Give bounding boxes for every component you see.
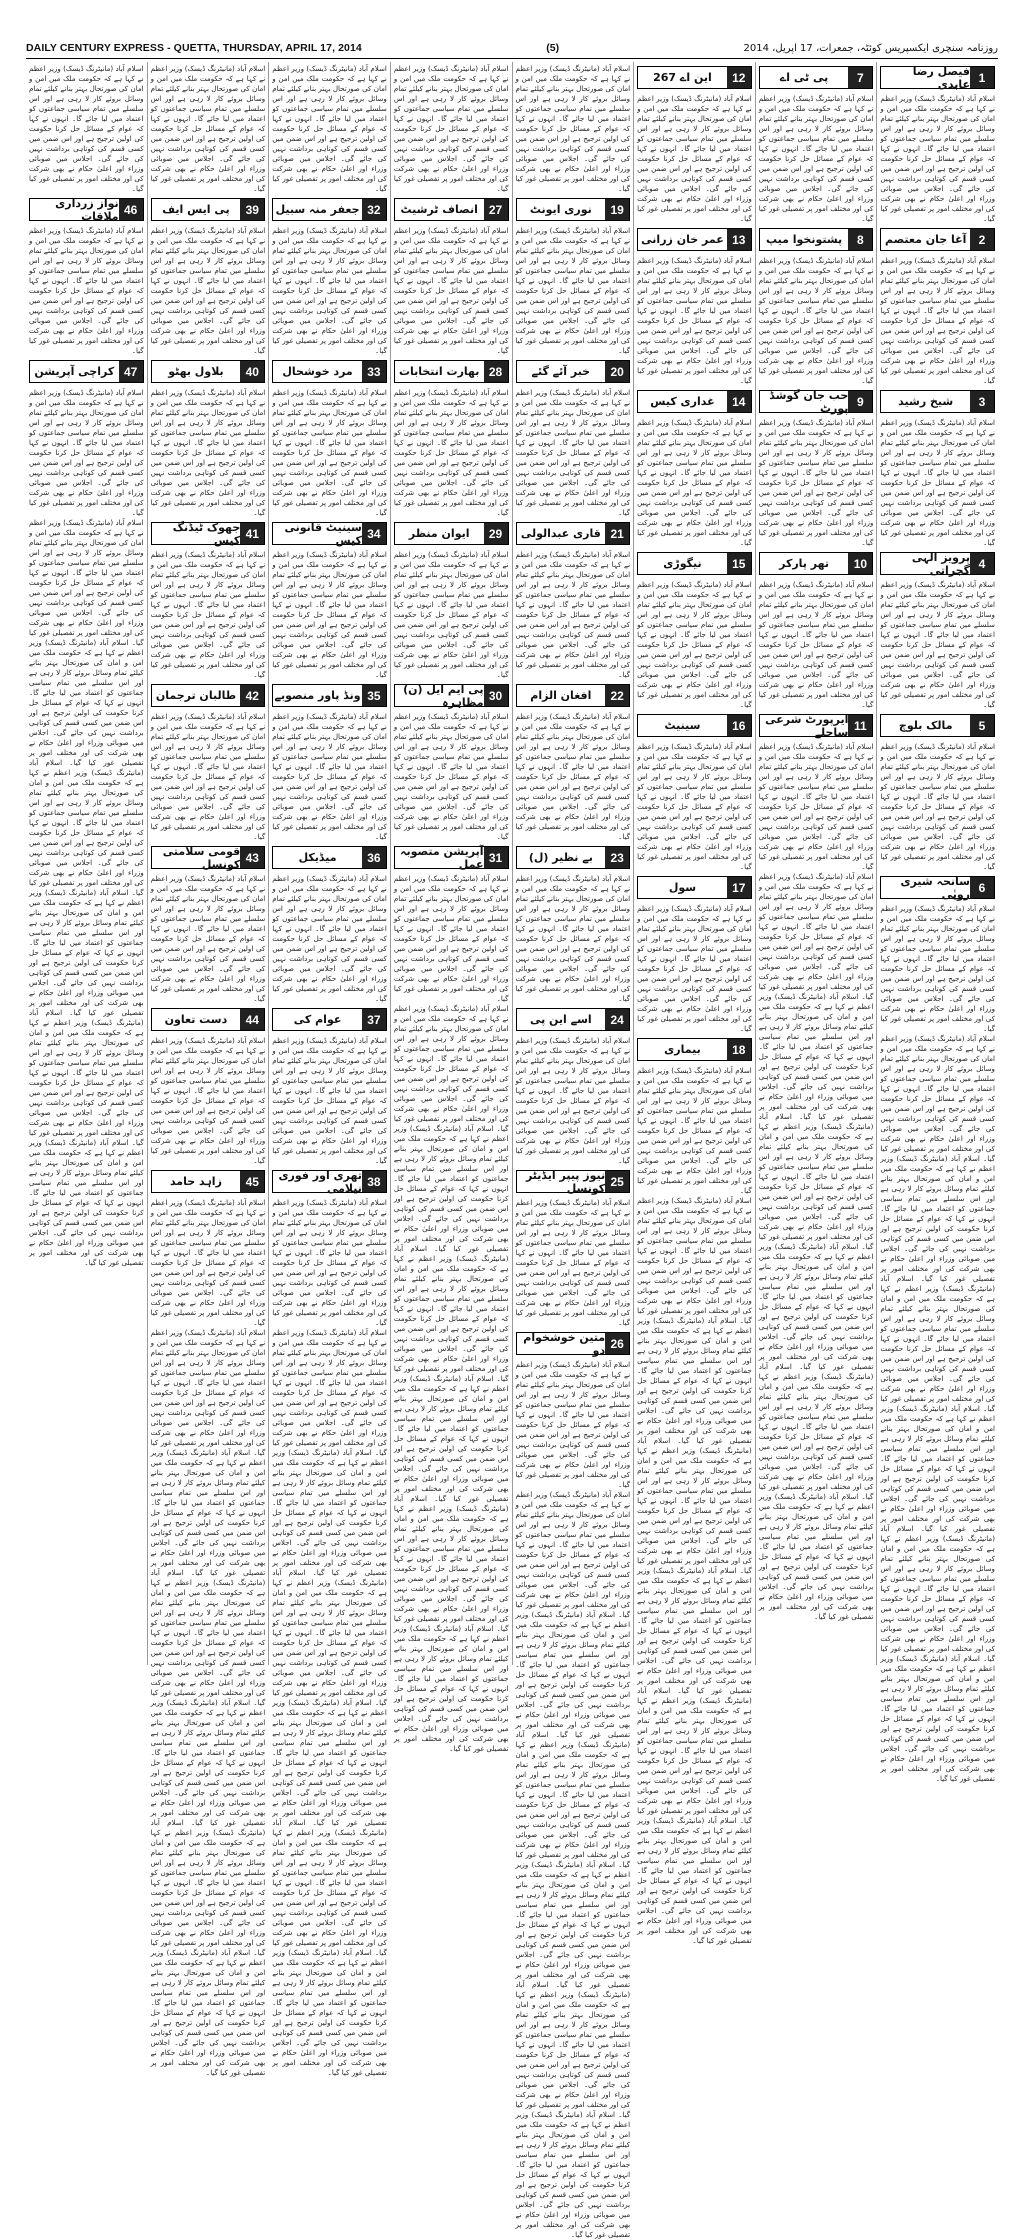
article-title: پرویز الہی گجراتی <box>911 550 970 577</box>
article-body: اسلام آباد (مانیٹرنگ ڈیسک) وزیر اعظم نے کہا ہے کہ حکومت ملک میں امن و امان کی صورتحال بہتر بنانے کیلئے تمام وسائل بروئے کار لا رہی ہے اور اس سلسلے میں تمام سیاسی جماعتوں کو اعتماد میں لیا جائے گا۔ انہوں نے کہا کہ عوام کے مسائل حل کرنا حکومت کی اولین ترجیح ہے اور اس ضمن میں کسی قسم کی کوتاہی برداشت نہیں کی جائے گی۔ اجلاس میں صوبائی وزراء اور اعلیٰ حکام نے بھی شرکت کی اور مختلف امور پر تفصیلی غور کیا گیا۔ <box>758 256 874 385</box>
article-heading <box>151 684 266 707</box>
article-title: پی ایس ایف <box>162 203 230 216</box>
article-number: 22 <box>605 685 629 706</box>
article-number: 8 <box>848 229 872 250</box>
article-title: طالبان ترجمان <box>155 689 237 702</box>
article-title: ایوان منظر <box>408 527 470 540</box>
article-body: اسلام آباد (مانیٹرنگ ڈیسک) وزیر اعظم نے کہا ہے کہ حکومت ملک میں امن و امان کی صورتحال بہتر بنانے کیلئے تمام وسائل بروئے کار لا رہی ہے اور اس سلسلے میں تمام سیاسی جماعتوں کو اعتماد میں لیا جائے گا۔ انہوں نے کہا کہ عوام کے مسائل حل کرنا حکومت کی اولین ترجیح ہے اور اس ضمن میں کسی قسم کی کوتاہی برداشت نہیں کی جائے گی۔ اجلاس میں صوبائی وزراء اور اعلیٰ حکام نے بھی شرکت کی اور مختلف امور پر تفصیلی غور کیا گیا۔ <box>393 712 509 841</box>
article-title: جھوک ٹیڈنگ کیس <box>172 520 241 547</box>
article-heading <box>880 552 995 575</box>
article-number: 2 <box>970 229 994 250</box>
article-body: اسلام آباد (مانیٹرنگ ڈیسک) وزیر اعظم نے کہا ہے کہ حکومت ملک میں امن و امان کی صورتحال بہتر بنانے کیلئے تمام وسائل بروئے کار لا رہی ہے اور اس سلسلے میں تمام سیاسی جماعتوں کو اعتماد میں لیا جائے گا۔ انہوں نے کہا کہ عوام کے مسائل حل کرنا حکومت کی اولین ترجیح ہے اور اس ضمن میں کسی قسم کی کوتاہی برداشت نہیں کی جائے گی۔ اجلاس میں صوبائی وزراء اور اعلیٰ حکام نے بھی شرکت کی اور مختلف امور پر تفصیلی غور کیا گیا۔ <box>393 874 509 1003</box>
article-number: 10 <box>848 553 872 574</box>
article-heading <box>29 198 144 221</box>
article-heading <box>151 1170 266 1193</box>
masthead-english: DAILY CENTURY EXPRESS - QUETTA, THURSDAY, APRIL 17, 2014 <box>26 42 362 54</box>
article-number: 40 <box>240 361 264 382</box>
article-body: اسلام آباد (مانیٹرنگ ڈیسک) وزیر اعظم نے کہا ہے کہ حکومت ملک میں امن و امان کی صورتحال بہتر بنانے کیلئے تمام وسائل بروئے کار لا رہی ہے اور اس سلسلے میں تمام سیاسی جماعتوں کو اعتماد میں لیا جائے گا۔ انہوں نے کہا کہ عوام کے مسائل حل کرنا حکومت کی اولین ترجیح ہے اور اس ضمن میں کسی قسم کی کوتاہی برداشت نہیں کی جائے گی۔ اجلاس میں صوبائی وزراء اور اعلیٰ حکام نے بھی شرکت کی اور مختلف امور پر تفصیلی غور کیا گیا۔ <box>880 418 995 547</box>
article-heading <box>29 360 144 383</box>
article-number: 42 <box>240 685 264 706</box>
article-title: آغا جان معتصم <box>884 233 967 246</box>
article-body: اسلام آباد (مانیٹرنگ ڈیسک) وزیر اعظم نے کہا ہے کہ حکومت ملک میں امن و امان کی صورتحال بہتر بنانے کیلئے تمام وسائل بروئے کار لا رہی ہے اور اس سلسلے میں تمام سیاسی جماعتوں کو اعتماد میں لیا جائے گا۔ انہوں نے کہا کہ عوام کے مسائل حل کرنا حکومت کی اولین ترجیح ہے اور اس ضمن میں کسی قسم کی کوتاہی برداشت نہیں کی جائے گی۔ اجلاس میں صوبائی وزراء اور اعلیٰ حکام نے بھی شرکت کی اور مختلف امور پر تفصیلی غور کیا گیا۔ <box>758 742 874 871</box>
article-body: اسلام آباد (مانیٹرنگ ڈیسک) وزیر اعظم نے کہا ہے کہ حکومت ملک میں امن و امان کی صورتحال بہتر بنانے کیلئے تمام وسائل بروئے کار لا رہی ہے اور اس سلسلے میں تمام سیاسی جماعتوں کو اعتماد میں لیا جائے گا۔ انہوں نے کہا کہ عوام کے مسائل حل کرنا حکومت کی اولین ترجیح ہے اور اس ضمن میں کسی قسم کی کوتاہی برداشت نہیں کی جائے گی۔ اجلاس میں صوبائی وزراء اور اعلیٰ حکام نے بھی شرکت کی اور مختلف امور پر تفصیلی غور کیا گیا۔ <box>758 94 874 223</box>
column-continuation-text: اسلام آباد (مانیٹرنگ ڈیسک) وزیر اعظم نے کہا ہے کہ حکومت ملک میں امن و امان کی صورتحال بہتر بنانے کیلئے تمام وسائل بروئے کار لا رہی ہے اور اس سلسلے میں تمام سیاسی جماعتوں کو اعتماد میں لیا جائے گا۔ انہوں نے کہا کہ عوام کے مسائل حل کرنا حکومت کی اولین ترجیح ہے اور اس ضمن میں کسی قسم کی کوتاہی برداشت نہیں کی جائے گی۔ اجلاس میں صوبائی وزراء اور اعلیٰ حکام نے بھی شرکت کی اور مختلف امور پر تفصیلی غور کیا گیا۔ <box>150 64 266 193</box>
article-body: اسلام آباد (مانیٹرنگ ڈیسک) وزیر اعظم نے کہا ہے کہ حکومت ملک میں امن و امان کی صورتحال بہتر بنانے کیلئے تمام وسائل بروئے کار لا رہی ہے اور اس سلسلے میں تمام سیاسی جماعتوں کو اعتماد میں لیا جائے گا۔ انہوں نے کہا کہ عوام کے مسائل حل کرنا حکومت کی اولین ترجیح ہے اور اس ضمن میں کسی قسم کی کوتاہی برداشت نہیں کی جائے گی۔ اجلاس میں صوبائی وزراء اور اعلیٰ حکام نے بھی شرکت کی اور مختلف امور پر تفصیلی غور کیا گیا۔ <box>272 226 387 355</box>
article-heading <box>880 714 995 737</box>
article-body: اسلام آباد (مانیٹرنگ ڈیسک) وزیر اعظم نے کہا ہے کہ حکومت ملک میں امن و امان کی صورتحال بہتر بنانے کیلئے تمام وسائل بروئے کار لا رہی ہے اور اس سلسلے میں تمام سیاسی جماعتوں کو اعتماد میں لیا جائے گا۔ انہوں نے کہا کہ عوام کے مسائل حل کرنا حکومت کی اولین ترجیح ہے اور اس ضمن میں کسی قسم کی کوتاہی برداشت نہیں کی جائے گی۔ اجلاس میں صوبائی وزراء اور اعلیٰ حکام نے بھی شرکت کی اور مختلف امور پر تفصیلی غور کیا گیا۔ <box>393 550 509 679</box>
article-body: اسلام آباد (مانیٹرنگ ڈیسک) وزیر اعظم نے کہا ہے کہ حکومت ملک میں امن و امان کی صورتحال بہتر بنانے کیلئے تمام وسائل بروئے کار لا رہی ہے اور اس سلسلے میں تمام سیاسی جماعتوں کو اعتماد میں لیا جائے گا۔ انہوں نے کہا کہ عوام کے مسائل حل کرنا حکومت کی اولین ترجیح ہے اور اس ضمن میں کسی قسم کی کوتاہی برداشت نہیں کی جائے گی۔ اجلاس میں صوبائی وزراء اور اعلیٰ حکام نے بھی شرکت کی اور مختلف امور پر تفصیلی غور کیا گیا۔ <box>758 580 874 709</box>
article-title: تھری اور فوری نیلامی <box>278 1168 362 1195</box>
article-title: پی ایم ایل (ن) مظاہرہ <box>403 682 484 709</box>
article-number: 21 <box>605 523 629 544</box>
article-number: 32 <box>362 199 386 220</box>
article-body: اسلام آباد (مانیٹرنگ ڈیسک) وزیر اعظم نے کہا ہے کہ حکومت ملک میں امن و امان کی صورتحال بہتر بنانے کیلئے تمام وسائل بروئے کار لا رہی ہے اور اس سلسلے میں تمام سیاسی جماعتوں کو اعتماد میں لیا جائے گا۔ انہوں نے کہا کہ عوام کے مسائل حل کرنا حکومت کی اولین ترجیح ہے اور اس ضمن میں کسی قسم کی کوتاہی برداشت نہیں کی جائے گی۔ اجلاس میں صوبائی وزراء اور اعلیٰ حکام نے بھی شرکت کی اور مختلف امور پر تفصیلی غور کیا گیا۔ <box>515 550 631 679</box>
article-heading <box>759 228 874 251</box>
article-heading <box>151 360 266 383</box>
article-heading <box>880 390 995 413</box>
article-body: اسلام آباد (مانیٹرنگ ڈیسک) وزیر اعظم نے کہا ہے کہ حکومت ملک میں امن و امان کی صورتحال بہتر بنانے کیلئے تمام وسائل بروئے کار لا رہی ہے اور اس سلسلے میں تمام سیاسی جماعتوں کو اعتماد میں لیا جائے گا۔ انہوں نے کہا کہ عوام کے مسائل حل کرنا حکومت کی اولین ترجیح ہے اور اس ضمن میں کسی قسم کی کوتاہی برداشت نہیں کی جائے گی۔ اجلاس میں صوبائی وزراء اور اعلیٰ حکام نے بھی شرکت کی اور مختلف امور پر تفصیلی غور کیا گیا۔ <box>150 226 266 355</box>
column-continuation-text: اسلام آباد (مانیٹرنگ ڈیسک) وزیر اعظم نے کہا ہے کہ حکومت ملک میں امن و امان کی صورتحال بہتر بنانے کیلئے تمام وسائل بروئے کار لا رہی ہے اور اس سلسلے میں تمام سیاسی جماعتوں کو اعتماد میں لیا جائے گا۔ انہوں نے کہا کہ عوام کے مسائل حل کرنا حکومت کی اولین ترجیح ہے اور اس ضمن میں کسی قسم کی کوتاہی برداشت نہیں کی جائے گی۔ اجلاس میں صوبائی وزراء اور اعلیٰ حکام نے بھی شرکت کی اور مختلف امور پر تفصیلی غور کیا گیا۔ <box>29 64 144 193</box>
article-number: 43 <box>240 847 264 868</box>
article-title: فیصل رضا عابدی <box>912 64 970 91</box>
article-body: اسلام آباد (مانیٹرنگ ڈیسک) وزیر اعظم نے کہا ہے کہ حکومت ملک میں امن و امان کی صورتحال بہتر بنانے کیلئے تمام وسائل بروئے کار لا رہی ہے اور اس سلسلے میں تمام سیاسی جماعتوں کو اعتماد میں لیا جائے گا۔ انہوں نے کہا کہ عوام کے مسائل حل کرنا حکومت کی اولین ترجیح ہے اور اس ضمن میں کسی قسم کی کوتاہی برداشت نہیں کی جائے گی۔ اجلاس میں صوبائی وزراء اور اعلیٰ حکام نے بھی شرکت کی اور مختلف امور پر تفصیلی غور کیا گیا۔ <box>880 256 995 385</box>
article-title: ایرپورٹ شرعی ساحلے <box>765 712 849 739</box>
article-number: 46 <box>119 199 143 220</box>
article-heading <box>759 714 874 737</box>
article-body: اسلام آباد (مانیٹرنگ ڈیسک) وزیر اعظم نے کہا ہے کہ حکومت ملک میں امن و امان کی صورتحال بہتر بنانے کیلئے تمام وسائل بروئے کار لا رہی ہے اور اس سلسلے میں تمام سیاسی جماعتوں کو اعتماد میں لیا جائے گا۔ انہوں نے کہا کہ عوام کے مسائل حل کرنا حکومت کی اولین ترجیح ہے اور اس ضمن میں کسی قسم کی کوتاہی برداشت نہیں کی جائے گی۔ اجلاس میں صوبائی وزراء اور اعلیٰ حکام نے بھی شرکت کی اور مختلف امور پر تفصیلی غور کیا گیا۔ <box>515 226 631 355</box>
article-heading <box>516 1170 631 1193</box>
masthead <box>26 38 998 59</box>
article-number: 4 <box>970 553 994 574</box>
article-body: اسلام آباد (مانیٹرنگ ڈیسک) وزیر اعظم نے کہا ہے کہ حکومت ملک میں امن و امان کی صورتحال بہتر بنانے کیلئے تمام وسائل بروئے کار لا رہی ہے اور اس سلسلے میں تمام سیاسی جماعتوں کو اعتماد میں لیا جائے گا۔ انہوں نے کہا کہ عوام کے مسائل حل کرنا حکومت کی اولین ترجیح ہے اور اس ضمن میں کسی قسم کی کوتاہی برداشت نہیں کی جائے گی۔ اجلاس میں صوبائی وزراء اور اعلیٰ حکام نے بھی شرکت کی اور مختلف امور پر تفصیلی غور کیا گیا۔ اسلام آباد (مانیٹرنگ ڈیسک) وزیر اعظم نے کہا ہے کہ حکومت ملک میں امن و امان کی صورتحال بہتر بنانے کیلئے تمام وسائل بروئے کار لا رہی ہے اور اس سلسلے میں تمام سیاسی جماعتوں کو اعتماد میں لیا جائے گا۔ انہوں نے کہا کہ عوام کے مسائل حل کرنا حکومت کی اولین ترجیح ہے اور اس ضمن میں کسی قسم کی کوتاہی برداشت نہیں کی جائے گی۔ اجلاس میں صوبائی وزراء اور اعلیٰ حکام نے بھی شرکت کی اور مختلف امور پر تفصیلی غور کیا گیا۔ اسلام آباد (مانیٹرنگ ڈیسک) وزیر اعظم نے کہا ہے کہ حکومت ملک میں امن و امان کی صورتحال بہتر بنانے کیلئے تمام وسائل بروئے کار لا رہی ہے اور اس سلسلے میں تمام سیاسی جماعتوں کو اعتماد میں لیا جائے گا۔ انہوں نے کہا کہ عوام کے مسائل حل کرنا حکومت کی اولین ترجیح ہے اور اس ضمن میں کسی قسم کی کوتاہی برداشت نہیں کی جائے گی۔ اجلاس میں صوبائی وزراء اور اعلیٰ حکام نے بھی شرکت کی اور مختلف امور پر تفصیلی غور کیا گیا۔ اسلام آباد (مانیٹرنگ ڈیسک) وزیر اعظم نے کہا ہے کہ حکومت ملک میں امن و امان کی صورتحال بہتر بنانے کیلئے تمام وسائل بروئے کار لا رہی ہے اور اس سلسلے میں تمام سیاسی جماعتوں کو اعتماد میں لیا جائے گا۔ انہوں نے کہا کہ عوام کے مسائل حل کرنا حکومت کی اولین ترجیح ہے اور اس ضمن میں کسی قسم کی کوتاہی برداشت نہیں کی جائے گی۔ اجلاس میں صوبائی وزراء اور اعلیٰ حکام نے بھی شرکت کی اور مختلف امور پر تفصیلی غور کیا گیا۔ اسلام آباد (مانیٹرنگ ڈیسک) وزیر اعظم نے کہا ہے کہ حکومت ملک میں امن و امان کی صورتحال بہتر بنانے کیلئے تمام وسائل بروئے کار لا رہی ہے اور اس سلسلے میں تمام سیاسی جماعتوں کو اعتماد میں لیا جائے گا۔ انہوں نے کہا کہ عوام کے مسائل حل کرنا حکومت کی اولین ترجیح ہے اور اس ضمن میں کسی قسم کی کوتاہی برداشت نہیں کی جائے گی۔ اجلاس میں صوبائی وزراء اور اعلیٰ حکام نے بھی شرکت کی اور مختلف امور پر تفصیلی غور کیا گیا۔ اسلام آباد (مانیٹرنگ ڈیسک) وزیر اعظم نے کہا ہے کہ حکومت ملک میں امن و امان کی صورتحال بہتر بنانے کیلئے تمام وسائل بروئے کار لا رہی ہے اور اس سلسلے میں تمام سیاسی جماعتوں کو اعتماد میں لیا جائے گا۔ انہوں نے کہا کہ عوام کے مسائل حل کرنا حکومت کی اولین ترجیح ہے اور اس ضمن میں کسی قسم کی کوتاہی برداشت نہیں کی جائے گی۔ اجلاس میں صوبائی وزراء اور اعلیٰ حکام نے بھی شرکت کی اور مختلف امور پر تفصیلی غور کیا گیا۔ <box>637 1196 752 1945</box>
article-number: 29 <box>484 523 508 544</box>
article-body: اسلام آباد (مانیٹرنگ ڈیسک) وزیر اعظم نے کہا ہے کہ حکومت ملک میں امن و امان کی صورتحال بہتر بنانے کیلئے تمام وسائل بروئے کار لا رہی ہے اور اس سلسلے میں تمام سیاسی جماعتوں کو اعتماد میں لیا جائے گا۔ انہوں نے کہا کہ عوام کے مسائل حل کرنا حکومت کی اولین ترجیح ہے اور اس ضمن میں کسی قسم کی کوتاہی برداشت نہیں کی جائے گی۔ اجلاس میں صوبائی وزراء اور اعلیٰ حکام نے بھی شرکت کی اور مختلف امور پر تفصیلی غور کیا گیا۔ <box>637 580 752 709</box>
article-number: 19 <box>605 199 629 220</box>
column-continuation-text: اسلام آباد (مانیٹرنگ ڈیسک) وزیر اعظم نے کہا ہے کہ حکومت ملک میں امن و امان کی صورتحال بہتر بنانے کیلئے تمام وسائل بروئے کار لا رہی ہے اور اس سلسلے میں تمام سیاسی جماعتوں کو اعتماد میں لیا جائے گا۔ انہوں نے کہا کہ عوام کے مسائل حل کرنا حکومت کی اولین ترجیح ہے اور اس ضمن میں کسی قسم کی کوتاہی برداشت نہیں کی جائے گی۔ اجلاس میں صوبائی وزراء اور اعلیٰ حکام نے بھی شرکت کی اور مختلف امور پر تفصیلی غور کیا گیا۔ <box>272 64 387 193</box>
article-title: تھر پارکر <box>779 557 830 570</box>
article-number: 33 <box>362 361 386 382</box>
article-title: عوام کی <box>293 1013 342 1026</box>
article-heading <box>151 846 266 869</box>
article-heading <box>272 846 387 869</box>
article-body: اسلام آباد (مانیٹرنگ ڈیسک) وزیر اعظم نے کہا ہے کہ حکومت ملک میں امن و امان کی صورتحال بہتر بنانے کیلئے تمام وسائل بروئے کار لا رہی ہے اور اس سلسلے میں تمام سیاسی جماعتوں کو اعتماد میں لیا جائے گا۔ انہوں نے کہا کہ عوام کے مسائل حل کرنا حکومت کی اولین ترجیح ہے اور اس ضمن میں کسی قسم کی کوتاہی برداشت نہیں کی جائے گی۔ اجلاس میں صوبائی وزراء اور اعلیٰ حکام نے بھی شرکت کی اور مختلف امور پر تفصیلی غور کیا گیا۔ <box>272 1036 387 1165</box>
article-number: 6 <box>970 877 994 898</box>
article-heading <box>394 684 509 707</box>
article-body: اسلام آباد (مانیٹرنگ ڈیسک) وزیر اعظم نے کہا ہے کہ حکومت ملک میں امن و امان کی صورتحال بہتر بنانے کیلئے تمام وسائل بروئے کار لا رہی ہے اور اس سلسلے میں تمام سیاسی جماعتوں کو اعتماد میں لیا جائے گا۔ انہوں نے کہا کہ عوام کے مسائل حل کرنا حکومت کی اولین ترجیح ہے اور اس ضمن میں کسی قسم کی کوتاہی برداشت نہیں کی جائے گی۔ اجلاس میں صوبائی وزراء اور اعلیٰ حکام نے بھی شرکت کی اور مختلف امور پر تفصیلی غور کیا گیا۔ <box>150 388 266 517</box>
article-body: اسلام آباد (مانیٹرنگ ڈیسک) وزیر اعظم نے کہا ہے کہ حکومت ملک میں امن و امان کی صورتحال بہتر بنانے کیلئے تمام وسائل بروئے کار لا رہی ہے اور اس سلسلے میں تمام سیاسی جماعتوں کو اعتماد میں لیا جائے گا۔ انہوں نے کہا کہ عوام کے مسائل حل کرنا حکومت کی اولین ترجیح ہے اور اس ضمن میں کسی قسم کی کوتاہی برداشت نہیں کی جائے گی۔ اجلاس میں صوبائی وزراء اور اعلیٰ حکام نے بھی شرکت کی اور مختلف امور پر تفصیلی غور کیا گیا۔ اسلام آباد (مانیٹرنگ ڈیسک) وزیر اعظم نے کہا ہے کہ حکومت ملک میں امن و امان کی صورتحال بہتر بنانے کیلئے تمام وسائل بروئے کار لا رہی ہے اور اس سلسلے میں تمام سیاسی جماعتوں کو اعتماد میں لیا جائے گا۔ انہوں نے کہا کہ عوام کے مسائل حل کرنا حکومت کی اولین ترجیح ہے اور اس ضمن میں کسی قسم کی کوتاہی برداشت نہیں کی جائے گی۔ اجلاس میں صوبائی وزراء اور اعلیٰ حکام نے بھی شرکت کی اور مختلف امور پر تفصیلی غور کیا گیا۔ اسلام آباد (مانیٹرنگ ڈیسک) وزیر اعظم نے کہا ہے کہ حکومت ملک میں امن و امان کی صورتحال بہتر بنانے کیلئے تمام وسائل بروئے کار لا رہی ہے اور اس سلسلے میں تمام سیاسی جماعتوں کو اعتماد میں لیا جائے گا۔ انہوں نے کہا کہ عوام کے مسائل حل کرنا حکومت کی اولین ترجیح ہے اور اس ضمن میں کسی قسم کی کوتاہی برداشت نہیں کی جائے گی۔ اجلاس میں صوبائی وزراء اور اعلیٰ حکام نے بھی شرکت کی اور مختلف امور پر تفصیلی غور کیا گیا۔ اسلام آباد (مانیٹرنگ ڈیسک) وزیر اعظم نے کہا ہے کہ حکومت ملک میں امن و امان کی صورتحال بہتر بنانے کیلئے تمام وسائل بروئے کار لا رہی ہے اور اس سلسلے میں تمام سیاسی جماعتوں کو اعتماد میں لیا جائے گا۔ انہوں نے کہا کہ عوام کے مسائل حل کرنا حکومت کی اولین ترجیح ہے اور اس ضمن میں کسی قسم کی کوتاہی برداشت نہیں کی جائے گی۔ اجلاس میں صوبائی وزراء اور اعلیٰ حکام نے بھی شرکت کی اور مختلف امور پر تفصیلی غور کیا گیا۔ اسلام آباد (مانیٹرنگ ڈیسک) وزیر اعظم نے کہا ہے کہ حکومت ملک میں امن و امان کی صورتحال بہتر بنانے کیلئے تمام وسائل بروئے کار لا رہی ہے اور اس سلسلے میں تمام سیاسی جماعتوں کو اعتماد میں لیا جائے گا۔ انہوں نے کہا کہ عوام کے مسائل حل کرنا حکومت کی اولین ترجیح ہے اور اس ضمن میں کسی قسم کی کوتاہی برداشت نہیں کی جائے گی۔ اجلاس میں صوبائی وزراء اور اعلیٰ حکام نے بھی شرکت کی اور مختلف امور پر تفصیلی غور کیا گیا۔ اسلام آباد (مانیٹرنگ ڈیسک) وزیر اعظم نے کہا ہے کہ حکومت ملک میں امن و امان کی صورتحال بہتر بنانے کیلئے تمام وسائل بروئے کار لا رہی ہے اور اس سلسلے میں تمام سیاسی جماعتوں کو اعتماد میں لیا جائے گا۔ انہوں نے کہا کہ عوام کے مسائل حل کرنا حکومت کی اولین ترجیح ہے اور اس ضمن میں کسی قسم کی کوتاہی برداشت نہیں کی جائے گی۔ اجلاس میں صوبائی وزراء اور اعلیٰ حکام نے بھی شرکت کی اور مختلف امور پر تفصیلی غور کیا گیا۔ <box>393 1004 509 1753</box>
article-title: افغان الزام <box>530 689 592 702</box>
article-heading <box>151 198 266 221</box>
article-heading <box>516 684 631 707</box>
article-body: اسلام آباد (مانیٹرنگ ڈیسک) وزیر اعظم نے کہا ہے کہ حکومت ملک میں امن و امان کی صورتحال بہتر بنانے کیلئے تمام وسائل بروئے کار لا رہی ہے اور اس سلسلے میں تمام سیاسی جماعتوں کو اعتماد میں لیا جائے گا۔ انہوں نے کہا کہ عوام کے مسائل حل کرنا حکومت کی اولین ترجیح ہے اور اس ضمن میں کسی قسم کی کوتاہی برداشت نہیں کی جائے گی۔ اجلاس میں صوبائی وزراء اور اعلیٰ حکام نے بھی شرکت کی اور مختلف امور پر تفصیلی غور کیا گیا۔ <box>150 1198 266 1327</box>
masthead-urdu: روزنامہ سنچری ایکسپریس کوئٹہ، جمعرات، 17 اپریل، 2014 <box>743 42 998 54</box>
column-continuation-text: اسلام آباد (مانیٹرنگ ڈیسک) وزیر اعظم نے کہا ہے کہ حکومت ملک میں امن و امان کی صورتحال بہتر بنانے کیلئے تمام وسائل بروئے کار لا رہی ہے اور اس سلسلے میں تمام سیاسی جماعتوں کو اعتماد میں لیا جائے گا۔ انہوں نے کہا کہ عوام کے مسائل حل کرنا حکومت کی اولین ترجیح ہے اور اس ضمن میں کسی قسم کی کوتاہی برداشت نہیں کی جائے گی۔ اجلاس میں صوبائی وزراء اور اعلیٰ حکام نے بھی شرکت کی اور مختلف امور پر تفصیلی غور کیا گیا۔ <box>393 64 509 193</box>
article-title: پشتونخوا میپ <box>765 233 843 246</box>
article-heading <box>637 66 752 89</box>
article-title: بیماری <box>664 1043 701 1056</box>
article-heading <box>272 1008 387 1031</box>
article-columns <box>26 62 998 2239</box>
article-body: اسلام آباد (مانیٹرنگ ڈیسک) وزیر اعظم نے کہا ہے کہ حکومت ملک میں امن و امان کی صورتحال بہتر بنانے کیلئے تمام وسائل بروئے کار لا رہی ہے اور اس سلسلے میں تمام سیاسی جماعتوں کو اعتماد میں لیا جائے گا۔ انہوں نے کہا کہ عوام کے مسائل حل کرنا حکومت کی اولین ترجیح ہے اور اس ضمن میں کسی قسم کی کوتاہی برداشت نہیں کی جائے گی۔ اجلاس میں صوبائی وزراء اور اعلیٰ حکام نے بھی شرکت کی اور مختلف امور پر تفصیلی غور کیا گیا۔ <box>637 418 752 547</box>
article-heading <box>272 360 387 383</box>
article-heading <box>394 522 509 545</box>
article-title: کراچی آپریشن <box>34 365 115 378</box>
article-body: اسلام آباد (مانیٹرنگ ڈیسک) وزیر اعظم نے کہا ہے کہ حکومت ملک میں امن و امان کی صورتحال بہتر بنانے کیلئے تمام وسائل بروئے کار لا رہی ہے اور اس سلسلے میں تمام سیاسی جماعتوں کو اعتماد میں لیا جائے گا۔ انہوں نے کہا کہ عوام کے مسائل حل کرنا حکومت کی اولین ترجیح ہے اور اس ضمن میں کسی قسم کی کوتاہی برداشت نہیں کی جائے گی۔ اجلاس میں صوبائی وزراء اور اعلیٰ حکام نے بھی شرکت کی اور مختلف امور پر تفصیلی غور کیا گیا۔ <box>880 94 995 223</box>
article-heading <box>637 876 752 899</box>
page-number: (5) <box>546 42 560 54</box>
article-heading <box>272 522 387 545</box>
article-number: 38 <box>362 1171 386 1192</box>
article-number: 47 <box>119 361 143 382</box>
column-8 <box>26 62 147 1665</box>
article-heading <box>880 876 995 899</box>
article-title: سینیٹ <box>664 719 701 732</box>
article-body: اسلام آباد (مانیٹرنگ ڈیسک) وزیر اعظم نے کہا ہے کہ حکومت ملک میں امن و امان کی صورتحال بہتر بنانے کیلئے تمام وسائل بروئے کار لا رہی ہے اور اس سلسلے میں تمام سیاسی جماعتوں کو اعتماد میں لیا جائے گا۔ انہوں نے کہا کہ عوام کے مسائل حل کرنا حکومت کی اولین ترجیح ہے اور اس ضمن میں کسی قسم کی کوتاہی برداشت نہیں کی جائے گی۔ اجلاس میں صوبائی وزراء اور اعلیٰ حکام نے بھی شرکت کی اور مختلف امور پر تفصیلی غور کیا گیا۔ اسلام آباد (مانیٹرنگ ڈیسک) وزیر اعظم نے کہا ہے کہ حکومت ملک میں امن و امان کی صورتحال بہتر بنانے کیلئے تمام وسائل بروئے کار لا رہی ہے اور اس سلسلے میں تمام سیاسی جماعتوں کو اعتماد میں لیا جائے گا۔ انہوں نے کہا کہ عوام کے مسائل حل کرنا حکومت کی اولین ترجیح ہے اور اس ضمن میں کسی قسم کی کوتاہی برداشت نہیں کی جائے گی۔ اجلاس میں صوبائی وزراء اور اعلیٰ حکام نے بھی شرکت کی اور مختلف امور پر تفصیلی غور کیا گیا۔ اسلام آباد (مانیٹرنگ ڈیسک) وزیر اعظم نے کہا ہے کہ حکومت ملک میں امن و امان کی صورتحال بہتر بنانے کیلئے تمام وسائل بروئے کار لا رہی ہے اور اس سلسلے میں تمام سیاسی جماعتوں کو اعتماد میں لیا جائے گا۔ انہوں نے کہا کہ عوام کے مسائل حل کرنا حکومت کی اولین ترجیح ہے اور اس ضمن میں کسی قسم کی کوتاہی برداشت نہیں کی جائے گی۔ اجلاس میں صوبائی وزراء اور اعلیٰ حکام نے بھی شرکت کی اور مختلف امور پر تفصیلی غور کیا گیا۔ اسلام آباد (مانیٹرنگ ڈیسک) وزیر اعظم نے کہا ہے کہ حکومت ملک میں امن و امان کی صورتحال بہتر بنانے کیلئے تمام وسائل بروئے کار لا رہی ہے اور اس سلسلے میں تمام سیاسی جماعتوں کو اعتماد میں لیا جائے گا۔ انہوں نے کہا کہ عوام کے مسائل حل کرنا حکومت کی اولین ترجیح ہے اور اس ضمن میں کسی قسم کی کوتاہی برداشت نہیں کی جائے گی۔ اجلاس میں صوبائی وزراء اور اعلیٰ حکام نے بھی شرکت کی اور مختلف امور پر تفصیلی غور کیا گیا۔ اسلام آباد (مانیٹرنگ ڈیسک) وزیر اعظم نے کہا ہے کہ حکومت ملک میں امن و امان کی صورتحال بہتر بنانے کیلئے تمام وسائل بروئے کار لا رہی ہے اور اس سلسلے میں تمام سیاسی جماعتوں کو اعتماد میں لیا جائے گا۔ انہوں نے کہا کہ عوام کے مسائل حل کرنا حکومت کی اولین ترجیح ہے اور اس ضمن میں کسی قسم کی کوتاہی برداشت نہیں کی جائے گی۔ اجلاس میں صوبائی وزراء اور اعلیٰ حکام نے بھی شرکت کی اور مختلف امور پر تفصیلی غور کیا گیا۔ اسلام آباد (مانیٹرنگ ڈیسک) وزیر اعظم نے کہا ہے کہ حکومت ملک میں امن و امان کی صورتحال بہتر بنانے کیلئے تمام وسائل بروئے کار لا رہی ہے اور اس سلسلے میں تمام سیاسی جماعتوں کو اعتماد میں لیا جائے گا۔ انہوں نے کہا کہ عوام کے مسائل حل کرنا حکومت کی اولین ترجیح ہے اور اس ضمن میں کسی قسم کی کوتاہی برداشت نہیں کی جائے گی۔ اجلاس میں صوبائی وزراء اور اعلیٰ حکام نے بھی شرکت کی اور مختلف امور پر تفصیلی غور کیا گیا۔ <box>272 1328 387 2077</box>
article-title: پی ٹی اے <box>779 71 829 84</box>
article-heading <box>759 390 874 413</box>
article-title: قاری عبدالولی <box>520 527 601 540</box>
article-title: نوری ایونٹ <box>529 203 592 216</box>
article-title: حب جان گوشڈ پورٹ <box>769 388 849 415</box>
article-heading <box>272 684 387 707</box>
article-body: اسلام آباد (مانیٹرنگ ڈیسک) وزیر اعظم نے کہا ہے کہ حکومت ملک میں امن و امان کی صورتحال بہتر بنانے کیلئے تمام وسائل بروئے کار لا رہی ہے اور اس سلسلے میں تمام سیاسی جماعتوں کو اعتماد میں لیا جائے گا۔ انہوں نے کہا کہ عوام کے مسائل حل کرنا حکومت کی اولین ترجیح ہے اور اس ضمن میں کسی قسم کی کوتاہی برداشت نہیں کی جائے گی۔ اجلاس میں صوبائی وزراء اور اعلیٰ حکام نے بھی شرکت کی اور مختلف امور پر تفصیلی غور کیا گیا۔ اسلام آباد (مانیٹرنگ ڈیسک) وزیر اعظم نے کہا ہے کہ حکومت ملک میں امن و امان کی صورتحال بہتر بنانے کیلئے تمام وسائل بروئے کار لا رہی ہے اور اس سلسلے میں تمام سیاسی جماعتوں کو اعتماد میں لیا جائے گا۔ انہوں نے کہا کہ عوام کے مسائل حل کرنا حکومت کی اولین ترجیح ہے اور اس ضمن میں کسی قسم کی کوتاہی برداشت نہیں کی جائے گی۔ اجلاس میں صوبائی وزراء اور اعلیٰ حکام نے بھی شرکت کی اور مختلف امور پر تفصیلی غور کیا گیا۔ اسلام آباد (مانیٹرنگ ڈیسک) وزیر اعظم نے کہا ہے کہ حکومت ملک میں امن و امان کی صورتحال بہتر بنانے کیلئے تمام وسائل بروئے کار لا رہی ہے اور اس سلسلے میں تمام سیاسی جماعتوں کو اعتماد میں لیا جائے گا۔ انہوں نے کہا کہ عوام کے مسائل حل کرنا حکومت کی اولین ترجیح ہے اور اس ضمن میں کسی قسم کی کوتاہی برداشت نہیں کی جائے گی۔ اجلاس میں صوبائی وزراء اور اعلیٰ حکام نے بھی شرکت کی اور مختلف امور پر تفصیلی غور کیا گیا۔ اسلام آباد (مانیٹرنگ ڈیسک) وزیر اعظم نے کہا ہے کہ حکومت ملک میں امن و امان کی صورتحال بہتر بنانے کیلئے تمام وسائل بروئے کار لا رہی ہے اور اس سلسلے میں تمام سیاسی جماعتوں کو اعتماد میں لیا جائے گا۔ انہوں نے کہا کہ عوام کے مسائل حل کرنا حکومت کی اولین ترجیح ہے اور اس ضمن میں کسی قسم کی کوتاہی برداشت نہیں کی جائے گی۔ اجلاس میں صوبائی وزراء اور اعلیٰ حکام نے بھی شرکت کی اور مختلف امور پر تفصیلی غور کیا گیا۔ اسلام آباد (مانیٹرنگ ڈیسک) وزیر اعظم نے کہا ہے کہ حکومت ملک میں امن و امان کی صورتحال بہتر بنانے کیلئے تمام وسائل بروئے کار لا رہی ہے اور اس سلسلے میں تمام سیاسی جماعتوں کو اعتماد میں لیا جائے گا۔ انہوں نے کہا کہ عوام کے مسائل حل کرنا حکومت کی اولین ترجیح ہے اور اس ضمن میں کسی قسم کی کوتاہی برداشت نہیں کی جائے گی۔ اجلاس میں صوبائی وزراء اور اعلیٰ حکام نے بھی شرکت کی اور مختلف امور پر تفصیلی غور کیا گیا۔ اسلام آباد (مانیٹرنگ ڈیسک) وزیر اعظم نے کہا ہے کہ حکومت ملک میں امن و امان کی صورتحال بہتر بنانے کیلئے تمام وسائل بروئے کار لا رہی ہے اور اس سلسلے میں تمام سیاسی جماعتوں کو اعتماد میں لیا جائے گا۔ انہوں نے کہا کہ عوام کے مسائل حل کرنا حکومت کی اولین ترجیح ہے اور اس ضمن میں کسی قسم کی کوتاہی برداشت نہیں کی جائے گی۔ اجلاس میں صوبائی وزراء اور اعلیٰ حکام نے بھی شرکت کی اور مختلف امور پر تفصیلی غور کیا گیا۔ <box>880 1034 995 1783</box>
article-title: شیخ رشید <box>898 395 954 408</box>
article-number: 20 <box>605 361 629 382</box>
article-title: مالک بلوچ <box>898 719 953 732</box>
article-number: 41 <box>240 523 264 544</box>
article-body: اسلام آباد (مانیٹرنگ ڈیسک) وزیر اعظم نے کہا ہے کہ حکومت ملک میں امن و امان کی صورتحال بہتر بنانے کیلئے تمام وسائل بروئے کار لا رہی ہے اور اس سلسلے میں تمام سیاسی جماعتوں کو اعتماد میں لیا جائے گا۔ انہوں نے کہا کہ عوام کے مسائل حل کرنا حکومت کی اولین ترجیح ہے اور اس ضمن میں کسی قسم کی کوتاہی برداشت نہیں کی جائے گی۔ اجلاس میں صوبائی وزراء اور اعلیٰ حکام نے بھی شرکت کی اور مختلف امور پر تفصیلی غور کیا گیا۔ <box>515 874 631 1003</box>
article-title: آپریشن متصوبہ عمل <box>400 844 484 871</box>
article-title: عمر خان زرانی <box>641 233 724 246</box>
article-title: غداری کیس <box>650 395 715 408</box>
article-heading <box>637 552 752 575</box>
article-title: متین خوشخوام دو <box>523 1330 606 1357</box>
article-heading <box>516 1008 631 1031</box>
article-body: اسلام آباد (مانیٹرنگ ڈیسک) وزیر اعظم نے کہا ہے کہ حکومت ملک میں امن و امان کی صورتحال بہتر بنانے کیلئے تمام وسائل بروئے کار لا رہی ہے اور اس سلسلے میں تمام سیاسی جماعتوں کو اعتماد میں لیا جائے گا۔ انہوں نے کہا کہ عوام کے مسائل حل کرنا حکومت کی اولین ترجیح ہے اور اس ضمن میں کسی قسم کی کوتاہی برداشت نہیں کی جائے گی۔ اجلاس میں صوبائی وزراء اور اعلیٰ حکام نے بھی شرکت کی اور مختلف امور پر تفصیلی غور کیا گیا۔ <box>150 874 266 1003</box>
article-heading <box>272 198 387 221</box>
article-body: اسلام آباد (مانیٹرنگ ڈیسک) وزیر اعظم نے کہا ہے کہ حکومت ملک میں امن و امان کی صورتحال بہتر بنانے کیلئے تمام وسائل بروئے کار لا رہی ہے اور اس سلسلے میں تمام سیاسی جماعتوں کو اعتماد میں لیا جائے گا۔ انہوں نے کہا کہ عوام کے مسائل حل کرنا حکومت کی اولین ترجیح ہے اور اس ضمن میں کسی قسم کی کوتاہی برداشت نہیں کی جائے گی۔ اجلاس میں صوبائی وزراء اور اعلیٰ حکام نے بھی شرکت کی اور مختلف امور پر تفصیلی غور کیا گیا۔ <box>150 712 266 841</box>
article-title: نیوز پیپر ایڈیٹر کونسل <box>525 1168 606 1195</box>
article-body: اسلام آباد (مانیٹرنگ ڈیسک) وزیر اعظم نے کہا ہے کہ حکومت ملک میں امن و امان کی صورتحال بہتر بنانے کیلئے تمام وسائل بروئے کار لا رہی ہے اور اس سلسلے میں تمام سیاسی جماعتوں کو اعتماد میں لیا جائے گا۔ انہوں نے کہا کہ عوام کے مسائل حل کرنا حکومت کی اولین ترجیح ہے اور اس ضمن میں کسی قسم کی کوتاہی برداشت نہیں کی جائے گی۔ اجلاس میں صوبائی وزراء اور اعلیٰ حکام نے بھی شرکت کی اور مختلف امور پر تفصیلی غور کیا گیا۔ <box>880 904 995 1033</box>
article-body: اسلام آباد (مانیٹرنگ ڈیسک) وزیر اعظم نے کہا ہے کہ حکومت ملک میں امن و امان کی صورتحال بہتر بنانے کیلئے تمام وسائل بروئے کار لا رہی ہے اور اس سلسلے میں تمام سیاسی جماعتوں کو اعتماد میں لیا جائے گا۔ انہوں نے کہا کہ عوام کے مسائل حل کرنا حکومت کی اولین ترجیح ہے اور اس ضمن میں کسی قسم کی کوتاہی برداشت نہیں کی جائے گی۔ اجلاس میں صوبائی وزراء اور اعلیٰ حکام نے بھی شرکت کی اور مختلف امور پر تفصیلی غور کیا گیا۔ اسلام آباد (مانیٹرنگ ڈیسک) وزیر اعظم نے کہا ہے کہ حکومت ملک میں امن و امان کی صورتحال بہتر بنانے کیلئے تمام وسائل بروئے کار لا رہی ہے اور اس سلسلے میں تمام سیاسی جماعتوں کو اعتماد میں لیا جائے گا۔ انہوں نے کہا کہ عوام کے مسائل حل کرنا حکومت کی اولین ترجیح ہے اور اس ضمن میں کسی قسم کی کوتاہی برداشت نہیں کی جائے گی۔ اجلاس میں صوبائی وزراء اور اعلیٰ حکام نے بھی شرکت کی اور مختلف امور پر تفصیلی غور کیا گیا۔ اسلام آباد (مانیٹرنگ ڈیسک) وزیر اعظم نے کہا ہے کہ حکومت ملک میں امن و امان کی صورتحال بہتر بنانے کیلئے تمام وسائل بروئے کار لا رہی ہے اور اس سلسلے میں تمام سیاسی جماعتوں کو اعتماد میں لیا جائے گا۔ انہوں نے کہا کہ عوام کے مسائل حل کرنا حکومت کی اولین ترجیح ہے اور اس ضمن میں کسی قسم کی کوتاہی برداشت نہیں کی جائے گی۔ اجلاس میں صوبائی وزراء اور اعلیٰ حکام نے بھی شرکت کی اور مختلف امور پر تفصیلی غور کیا گیا۔ اسلام آباد (مانیٹرنگ ڈیسک) وزیر اعظم نے کہا ہے کہ حکومت ملک میں امن و امان کی صورتحال بہتر بنانے کیلئے تمام وسائل بروئے کار لا رہی ہے اور اس سلسلے میں تمام سیاسی جماعتوں کو اعتماد میں لیا جائے گا۔ انہوں نے کہا کہ عوام کے مسائل حل کرنا حکومت کی اولین ترجیح ہے اور اس ضمن میں کسی قسم کی کوتاہی برداشت نہیں کی جائے گی۔ اجلاس میں صوبائی وزراء اور اعلیٰ حکام نے بھی شرکت کی اور مختلف امور پر تفصیلی غور کیا گیا۔ اسلام آباد (مانیٹرنگ ڈیسک) وزیر اعظم نے کہا ہے کہ حکومت ملک میں امن و امان کی صورتحال بہتر بنانے کیلئے تمام وسائل بروئے کار لا رہی ہے اور اس سلسلے میں تمام سیاسی جماعتوں کو اعتماد میں لیا جائے گا۔ انہوں نے کہا کہ عوام کے مسائل حل کرنا حکومت کی اولین ترجیح ہے اور اس ضمن میں کسی قسم کی کوتاہی برداشت نہیں کی جائے گی۔ اجلاس میں صوبائی وزراء اور اعلیٰ حکام نے بھی شرکت کی اور مختلف امور پر تفصیلی غور کیا گیا۔ اسلام آباد (مانیٹرنگ ڈیسک) وزیر اعظم نے کہا ہے کہ حکومت ملک میں امن و امان کی صورتحال بہتر بنانے کیلئے تمام وسائل بروئے کار لا رہی ہے اور اس سلسلے میں تمام سیاسی جماعتوں کو اعتماد میں لیا جائے گا۔ انہوں نے کہا کہ عوام کے مسائل حل کرنا حکومت کی اولین ترجیح ہے اور اس ضمن میں کسی قسم کی کوتاہی برداشت نہیں کی جائے گی۔ اجلاس میں صوبائی وزراء اور اعلیٰ حکام نے بھی شرکت کی اور مختلف امور پر تفصیلی غور کیا گیا۔ <box>758 872 874 1621</box>
article-number: 39 <box>240 199 264 220</box>
article-number: 7 <box>848 67 872 88</box>
article-number: 31 <box>484 847 508 868</box>
article-title: این اے 267 <box>653 71 712 84</box>
article-heading <box>637 390 752 413</box>
article-title: میڈیکل <box>298 851 337 864</box>
article-number: 25 <box>605 1171 629 1192</box>
article-number: 23 <box>605 847 629 868</box>
article-body: اسلام آباد (مانیٹرنگ ڈیسک) وزیر اعظم نے کہا ہے کہ حکومت ملک میں امن و امان کی صورتحال بہتر بنانے کیلئے تمام وسائل بروئے کار لا رہی ہے اور اس سلسلے میں تمام سیاسی جماعتوں کو اعتماد میں لیا جائے گا۔ انہوں نے کہا کہ عوام کے مسائل حل کرنا حکومت کی اولین ترجیح ہے اور اس ضمن میں کسی قسم کی کوتاہی برداشت نہیں کی جائے گی۔ اجلاس میں صوبائی وزراء اور اعلیٰ حکام نے بھی شرکت کی اور مختلف امور پر تفصیلی غور کیا گیا۔ <box>515 388 631 517</box>
article-number: 15 <box>727 553 751 574</box>
article-heading <box>516 360 631 383</box>
article-title: نیگوڑی <box>663 557 702 570</box>
article-title: قومی سلامتی کونسل <box>162 844 241 871</box>
article-body: اسلام آباد (مانیٹرنگ ڈیسک) وزیر اعظم نے کہا ہے کہ حکومت ملک میں امن و امان کی صورتحال بہتر بنانے کیلئے تمام وسائل بروئے کار لا رہی ہے اور اس سلسلے میں تمام سیاسی جماعتوں کو اعتماد میں لیا جائے گا۔ انہوں نے کہا کہ عوام کے مسائل حل کرنا حکومت کی اولین ترجیح ہے اور اس ضمن میں کسی قسم کی کوتاہی برداشت نہیں کی جائے گی۔ اجلاس میں صوبائی وزراء اور اعلیٰ حکام نے بھی شرکت کی اور مختلف امور پر تفصیلی غور کیا گیا۔ <box>150 550 266 679</box>
article-title: سینیٹ قانونی کیس <box>284 520 362 547</box>
article-title: زاہد حامد <box>169 1175 222 1188</box>
article-title: خبر آئے گئے <box>531 365 591 378</box>
article-title: بے نظیر (ل) <box>528 851 593 864</box>
article-heading <box>637 1038 752 1061</box>
article-heading <box>880 228 995 251</box>
column-7 <box>147 62 269 2077</box>
article-number: 45 <box>240 1171 264 1192</box>
article-heading <box>516 846 631 869</box>
article-body: اسلام آباد (مانیٹرنگ ڈیسک) وزیر اعظم نے کہا ہے کہ حکومت ملک میں امن و امان کی صورتحال بہتر بنانے کیلئے تمام وسائل بروئے کار لا رہی ہے اور اس سلسلے میں تمام سیاسی جماعتوں کو اعتماد میں لیا جائے گا۔ انہوں نے کہا کہ عوام کے مسائل حل کرنا حکومت کی اولین ترجیح ہے اور اس ضمن میں کسی قسم کی کوتاہی برداشت نہیں کی جائے گی۔ اجلاس میں صوبائی وزراء اور اعلیٰ حکام نے بھی شرکت کی اور مختلف امور پر تفصیلی غور کیا گیا۔ <box>637 256 752 385</box>
article-body: اسلام آباد (مانیٹرنگ ڈیسک) وزیر اعظم نے کہا ہے کہ حکومت ملک میں امن و امان کی صورتحال بہتر بنانے کیلئے تمام وسائل بروئے کار لا رہی ہے اور اس سلسلے میں تمام سیاسی جماعتوں کو اعتماد میں لیا جائے گا۔ انہوں نے کہا کہ عوام کے مسائل حل کرنا حکومت کی اولین ترجیح ہے اور اس ضمن میں کسی قسم کی کوتاہی برداشت نہیں کی جائے گی۔ اجلاس میں صوبائی وزراء اور اعلیٰ حکام نے بھی شرکت کی اور مختلف امور پر تفصیلی غور کیا گیا۔ <box>515 1036 631 1165</box>
article-body: اسلام آباد (مانیٹرنگ ڈیسک) وزیر اعظم نے کہا ہے کہ حکومت ملک میں امن و امان کی صورتحال بہتر بنانے کیلئے تمام وسائل بروئے کار لا رہی ہے اور اس سلسلے میں تمام سیاسی جماعتوں کو اعتماد میں لیا جائے گا۔ انہوں نے کہا کہ عوام کے مسائل حل کرنا حکومت کی اولین ترجیح ہے اور اس ضمن میں کسی قسم کی کوتاہی برداشت نہیں کی جائے گی۔ اجلاس میں صوبائی وزراء اور اعلیٰ حکام نے بھی شرکت کی اور مختلف امور پر تفصیلی غور کیا گیا۔ اسلام آباد (مانیٹرنگ ڈیسک) وزیر اعظم نے کہا ہے کہ حکومت ملک میں امن و امان کی صورتحال بہتر بنانے کیلئے تمام وسائل بروئے کار لا رہی ہے اور اس سلسلے میں تمام سیاسی جماعتوں کو اعتماد میں لیا جائے گا۔ انہوں نے کہا کہ عوام کے مسائل حل کرنا حکومت کی اولین ترجیح ہے اور اس ضمن میں کسی قسم کی کوتاہی برداشت نہیں کی جائے گی۔ اجلاس میں صوبائی وزراء اور اعلیٰ حکام نے بھی شرکت کی اور مختلف امور پر تفصیلی غور کیا گیا۔ اسلام آباد (مانیٹرنگ ڈیسک) وزیر اعظم نے کہا ہے کہ حکومت ملک میں امن و امان کی صورتحال بہتر بنانے کیلئے تمام وسائل بروئے کار لا رہی ہے اور اس سلسلے میں تمام سیاسی جماعتوں کو اعتماد میں لیا جائے گا۔ انہوں نے کہا کہ عوام کے مسائل حل کرنا حکومت کی اولین ترجیح ہے اور اس ضمن میں کسی قسم کی کوتاہی برداشت نہیں کی جائے گی۔ اجلاس میں صوبائی وزراء اور اعلیٰ حکام نے بھی شرکت کی اور مختلف امور پر تفصیلی غور کیا گیا۔ اسلام آباد (مانیٹرنگ ڈیسک) وزیر اعظم نے کہا ہے کہ حکومت ملک میں امن و امان کی صورتحال بہتر بنانے کیلئے تمام وسائل بروئے کار لا رہی ہے اور اس سلسلے میں تمام سیاسی جماعتوں کو اعتماد میں لیا جائے گا۔ انہوں نے کہا کہ عوام کے مسائل حل کرنا حکومت کی اولین ترجیح ہے اور اس ضمن میں کسی قسم کی کوتاہی برداشت نہیں کی جائے گی۔ اجلاس میں صوبائی وزراء اور اعلیٰ حکام نے بھی شرکت کی اور مختلف امور پر تفصیلی غور کیا گیا۔ اسلام آباد (مانیٹرنگ ڈیسک) وزیر اعظم نے کہا ہے کہ حکومت ملک میں امن و امان کی صورتحال بہتر بنانے کیلئے تمام وسائل بروئے کار لا رہی ہے اور اس سلسلے میں تمام سیاسی جماعتوں کو اعتماد میں لیا جائے گا۔ انہوں نے کہا کہ عوام کے مسائل حل کرنا حکومت کی اولین ترجیح ہے اور اس ضمن میں کسی قسم کی کوتاہی برداشت نہیں کی جائے گی۔ اجلاس میں صوبائی وزراء اور اعلیٰ حکام نے بھی شرکت کی اور مختلف امور پر تفصیلی غور کیا گیا۔ اسلام آباد (مانیٹرنگ ڈیسک) وزیر اعظم نے کہا ہے کہ حکومت ملک میں امن و امان کی صورتحال بہتر بنانے کیلئے تمام وسائل بروئے کار لا رہی ہے اور اس سلسلے میں تمام سیاسی جماعتوں کو اعتماد میں لیا جائے گا۔ انہوں نے کہا کہ عوام کے مسائل حل کرنا حکومت کی اولین ترجیح ہے اور اس ضمن میں کسی قسم کی کوتاہی برداشت نہیں کی جائے گی۔ اجلاس میں صوبائی وزراء اور اعلیٰ حکام نے بھی شرکت کی اور مختلف امور پر تفصیلی غور کیا گیا۔ <box>29 518 144 1267</box>
article-title: اسے این پی <box>529 1013 592 1026</box>
column-3 <box>633 62 755 1945</box>
article-body: اسلام آباد (مانیٹرنگ ڈیسک) وزیر اعظم نے کہا ہے کہ حکومت ملک میں امن و امان کی صورتحال بہتر بنانے کیلئے تمام وسائل بروئے کار لا رہی ہے اور اس سلسلے میں تمام سیاسی جماعتوں کو اعتماد میں لیا جائے گا۔ انہوں نے کہا کہ عوام کے مسائل حل کرنا حکومت کی اولین ترجیح ہے اور اس ضمن میں کسی قسم کی کوتاہی برداشت نہیں کی جائے گی۔ اجلاس میں صوبائی وزراء اور اعلیٰ حکام نے بھی شرکت کی اور مختلف امور پر تفصیلی غور کیا گیا۔ <box>272 388 387 517</box>
article-heading <box>516 522 631 545</box>
article-title: مرد خوشحال <box>282 365 353 378</box>
article-body: اسلام آباد (مانیٹرنگ ڈیسک) وزیر اعظم نے کہا ہے کہ حکومت ملک میں امن و امان کی صورتحال بہتر بنانے کیلئے تمام وسائل بروئے کار لا رہی ہے اور اس سلسلے میں تمام سیاسی جماعتوں کو اعتماد میں لیا جائے گا۔ انہوں نے کہا کہ عوام کے مسائل حل کرنا حکومت کی اولین ترجیح ہے اور اس ضمن میں کسی قسم کی کوتاہی برداشت نہیں کی جائے گی۔ اجلاس میں صوبائی وزراء اور اعلیٰ حکام نے بھی شرکت کی اور مختلف امور پر تفصیلی غور کیا گیا۔ <box>29 388 144 517</box>
article-body: اسلام آباد (مانیٹرنگ ڈیسک) وزیر اعظم نے کہا ہے کہ حکومت ملک میں امن و امان کی صورتحال بہتر بنانے کیلئے تمام وسائل بروئے کار لا رہی ہے اور اس سلسلے میں تمام سیاسی جماعتوں کو اعتماد میں لیا جائے گا۔ انہوں نے کہا کہ عوام کے مسائل حل کرنا حکومت کی اولین ترجیح ہے اور اس ضمن میں کسی قسم کی کوتاہی برداشت نہیں کی جائے گی۔ اجلاس میں صوبائی وزراء اور اعلیٰ حکام نے بھی شرکت کی اور مختلف امور پر تفصیلی غور کیا گیا۔ <box>272 550 387 679</box>
article-heading <box>637 228 752 251</box>
article-number: 37 <box>362 1009 386 1030</box>
article-number: 44 <box>240 1009 264 1030</box>
article-body: اسلام آباد (مانیٹرنگ ڈیسک) وزیر اعظم نے کہا ہے کہ حکومت ملک میں امن و امان کی صورتحال بہتر بنانے کیلئے تمام وسائل بروئے کار لا رہی ہے اور اس سلسلے میں تمام سیاسی جماعتوں کو اعتماد میں لیا جائے گا۔ انہوں نے کہا کہ عوام کے مسائل حل کرنا حکومت کی اولین ترجیح ہے اور اس ضمن میں کسی قسم کی کوتاہی برداشت نہیں کی جائے گی۔ اجلاس میں صوبائی وزراء اور اعلیٰ حکام نے بھی شرکت کی اور مختلف امور پر تفصیلی غور کیا گیا۔ <box>150 1036 266 1165</box>
column-5 <box>390 62 512 1753</box>
article-title: دست تعاون <box>164 1013 228 1026</box>
article-number: 5 <box>970 715 994 736</box>
article-number: 16 <box>727 715 751 736</box>
article-title: بھارت انتخابات <box>398 365 480 378</box>
article-number: 14 <box>727 391 751 412</box>
article-number: 11 <box>848 715 872 736</box>
article-number: 35 <box>362 685 386 706</box>
article-title: سانحہ شیری رویٰی <box>900 874 970 901</box>
article-body: اسلام آباد (مانیٹرنگ ڈیسک) وزیر اعظم نے کہا ہے کہ حکومت ملک میں امن و امان کی صورتحال بہتر بنانے کیلئے تمام وسائل بروئے کار لا رہی ہے اور اس سلسلے میں تمام سیاسی جماعتوں کو اعتماد میں لیا جائے گا۔ انہوں نے کہا کہ عوام کے مسائل حل کرنا حکومت کی اولین ترجیح ہے اور اس ضمن میں کسی قسم کی کوتاہی برداشت نہیں کی جائے گی۔ اجلاس میں صوبائی وزراء اور اعلیٰ حکام نے بھی شرکت کی اور مختلف امور پر تفصیلی غور کیا گیا۔ <box>880 742 995 871</box>
article-number: 27 <box>484 199 508 220</box>
article-title: سول <box>668 881 697 894</box>
article-heading <box>272 1170 387 1193</box>
article-heading <box>637 714 752 737</box>
article-heading <box>151 522 266 545</box>
article-body: اسلام آباد (مانیٹرنگ ڈیسک) وزیر اعظم نے کہا ہے کہ حکومت ملک میں امن و امان کی صورتحال بہتر بنانے کیلئے تمام وسائل بروئے کار لا رہی ہے اور اس سلسلے میں تمام سیاسی جماعتوں کو اعتماد میں لیا جائے گا۔ انہوں نے کہا کہ عوام کے مسائل حل کرنا حکومت کی اولین ترجیح ہے اور اس ضمن میں کسی قسم کی کوتاہی برداشت نہیں کی جائے گی۔ اجلاس میں صوبائی وزراء اور اعلیٰ حکام نے بھی شرکت کی اور مختلف امور پر تفصیلی غور کیا گیا۔ اسلام آباد (مانیٹرنگ ڈیسک) وزیر اعظم نے کہا ہے کہ حکومت ملک میں امن و امان کی صورتحال بہتر بنانے کیلئے تمام وسائل بروئے کار لا رہی ہے اور اس سلسلے میں تمام سیاسی جماعتوں کو اعتماد میں لیا جائے گا۔ انہوں نے کہا کہ عوام کے مسائل حل کرنا حکومت کی اولین ترجیح ہے اور اس ضمن میں کسی قسم کی کوتاہی برداشت نہیں کی جائے گی۔ اجلاس میں صوبائی وزراء اور اعلیٰ حکام نے بھی شرکت کی اور مختلف امور پر تفصیلی غور کیا گیا۔ اسلام آباد (مانیٹرنگ ڈیسک) وزیر اعظم نے کہا ہے کہ حکومت ملک میں امن و امان کی صورتحال بہتر بنانے کیلئے تمام وسائل بروئے کار لا رہی ہے اور اس سلسلے میں تمام سیاسی جماعتوں کو اعتماد میں لیا جائے گا۔ انہوں نے کہا کہ عوام کے مسائل حل کرنا حکومت کی اولین ترجیح ہے اور اس ضمن میں کسی قسم کی کوتاہی برداشت نہیں کی جائے گی۔ اجلاس میں صوبائی وزراء اور اعلیٰ حکام نے بھی شرکت کی اور مختلف امور پر تفصیلی غور کیا گیا۔ اسلام آباد (مانیٹرنگ ڈیسک) وزیر اعظم نے کہا ہے کہ حکومت ملک میں امن و امان کی صورتحال بہتر بنانے کیلئے تمام وسائل بروئے کار لا رہی ہے اور اس سلسلے میں تمام سیاسی جماعتوں کو اعتماد میں لیا جائے گا۔ انہوں نے کہا کہ عوام کے مسائل حل کرنا حکومت کی اولین ترجیح ہے اور اس ضمن میں کسی قسم کی کوتاہی برداشت نہیں کی جائے گی۔ اجلاس میں صوبائی وزراء اور اعلیٰ حکام نے بھی شرکت کی اور مختلف امور پر تفصیلی غور کیا گیا۔ اسلام آباد (مانیٹرنگ ڈیسک) وزیر اعظم نے کہا ہے کہ حکومت ملک میں امن و امان کی صورتحال بہتر بنانے کیلئے تمام وسائل بروئے کار لا رہی ہے اور اس سلسلے میں تمام سیاسی جماعتوں کو اعتماد میں لیا جائے گا۔ انہوں نے کہا کہ عوام کے مسائل حل کرنا حکومت کی اولین ترجیح ہے اور اس ضمن میں کسی قسم کی کوتاہی برداشت نہیں کی جائے گی۔ اجلاس میں صوبائی وزراء اور اعلیٰ حکام نے بھی شرکت کی اور مختلف امور پر تفصیلی غور کیا گیا۔ اسلام آباد (مانیٹرنگ ڈیسک) وزیر اعظم نے کہا ہے کہ حکومت ملک میں امن و امان کی صورتحال بہتر بنانے کیلئے تمام وسائل بروئے کار لا رہی ہے اور اس سلسلے میں تمام سیاسی جماعتوں کو اعتماد میں لیا جائے گا۔ انہوں نے کہا کہ عوام کے مسائل حل کرنا حکومت کی اولین ترجیح ہے اور اس ضمن میں کسی قسم کی کوتاہی برداشت نہیں کی جائے گی۔ اجلاس میں صوبائی وزراء اور اعلیٰ حکام نے بھی شرکت کی اور مختلف امور پر تفصیلی غور کیا گیا۔ <box>150 1328 266 2077</box>
article-heading <box>516 198 631 221</box>
article-heading <box>151 1008 266 1031</box>
article-title: بلاول بھٹو <box>168 365 224 378</box>
article-number: 3 <box>970 391 994 412</box>
article-body: اسلام آباد (مانیٹرنگ ڈیسک) وزیر اعظم نے کہا ہے کہ حکومت ملک میں امن و امان کی صورتحال بہتر بنانے کیلئے تمام وسائل بروئے کار لا رہی ہے اور اس سلسلے میں تمام سیاسی جماعتوں کو اعتماد میں لیا جائے گا۔ انہوں نے کہا کہ عوام کے مسائل حل کرنا حکومت کی اولین ترجیح ہے اور اس ضمن میں کسی قسم کی کوتاہی برداشت نہیں کی جائے گی۔ اجلاس میں صوبائی وزراء اور اعلیٰ حکام نے بھی شرکت کی اور مختلف امور پر تفصیلی غور کیا گیا۔ <box>29 226 144 355</box>
article-title: انصاف ٹرشیٹ <box>400 203 478 216</box>
article-body: اسلام آباد (مانیٹرنگ ڈیسک) وزیر اعظم نے کہا ہے کہ حکومت ملک میں امن و امان کی صورتحال بہتر بنانے کیلئے تمام وسائل بروئے کار لا رہی ہے اور اس سلسلے میں تمام سیاسی جماعتوں کو اعتماد میں لیا جائے گا۔ انہوں نے کہا کہ عوام کے مسائل حل کرنا حکومت کی اولین ترجیح ہے اور اس ضمن میں کسی قسم کی کوتاہی برداشت نہیں کی جائے گی۔ اجلاس میں صوبائی وزراء اور اعلیٰ حکام نے بھی شرکت کی اور مختلف امور پر تفصیلی غور کیا گیا۔ <box>637 742 752 871</box>
article-body: اسلام آباد (مانیٹرنگ ڈیسک) وزیر اعظم نے کہا ہے کہ حکومت ملک میں امن و امان کی صورتحال بہتر بنانے کیلئے تمام وسائل بروئے کار لا رہی ہے اور اس سلسلے میں تمام سیاسی جماعتوں کو اعتماد میں لیا جائے گا۔ انہوں نے کہا کہ عوام کے مسائل حل کرنا حکومت کی اولین ترجیح ہے اور اس ضمن میں کسی قسم کی کوتاہی برداشت نہیں کی جائے گی۔ اجلاس میں صوبائی وزراء اور اعلیٰ حکام نے بھی شرکت کی اور مختلف امور پر تفصیلی غور کیا گیا۔ اسلام آباد (مانیٹرنگ ڈیسک) وزیر اعظم نے کہا ہے کہ حکومت ملک میں امن و امان کی صورتحال بہتر بنانے کیلئے تمام وسائل بروئے کار لا رہی ہے اور اس سلسلے میں تمام سیاسی جماعتوں کو اعتماد میں لیا جائے گا۔ انہوں نے کہا کہ عوام کے مسائل حل کرنا حکومت کی اولین ترجیح ہے اور اس ضمن میں کسی قسم کی کوتاہی برداشت نہیں کی جائے گی۔ اجلاس میں صوبائی وزراء اور اعلیٰ حکام نے بھی شرکت کی اور مختلف امور پر تفصیلی غور کیا گیا۔ اسلام آباد (مانیٹرنگ ڈیسک) وزیر اعظم نے کہا ہے کہ حکومت ملک میں امن و امان کی صورتحال بہتر بنانے کیلئے تمام وسائل بروئے کار لا رہی ہے اور اس سلسلے میں تمام سیاسی جماعتوں کو اعتماد میں لیا جائے گا۔ انہوں نے کہا کہ عوام کے مسائل حل کرنا حکومت کی اولین ترجیح ہے اور اس ضمن میں کسی قسم کی کوتاہی برداشت نہیں کی جائے گی۔ اجلاس میں صوبائی وزراء اور اعلیٰ حکام نے بھی شرکت کی اور مختلف امور پر تفصیلی غور کیا گیا۔ اسلام آباد (مانیٹرنگ ڈیسک) وزیر اعظم نے کہا ہے کہ حکومت ملک میں امن و امان کی صورتحال بہتر بنانے کیلئے تمام وسائل بروئے کار لا رہی ہے اور اس سلسلے میں تمام سیاسی جماعتوں کو اعتماد میں لیا جائے گا۔ انہوں نے کہا کہ عوام کے مسائل حل کرنا حکومت کی اولین ترجیح ہے اور اس ضمن میں کسی قسم کی کوتاہی برداشت نہیں کی جائے گی۔ اجلاس میں صوبائی وزراء اور اعلیٰ حکام نے بھی شرکت کی اور مختلف امور پر تفصیلی غور کیا گیا۔ اسلام آباد (مانیٹرنگ ڈیسک) وزیر اعظم نے کہا ہے کہ حکومت ملک میں امن و امان کی صورتحال بہتر بنانے کیلئے تمام وسائل بروئے کار لا رہی ہے اور اس سلسلے میں تمام سیاسی جماعتوں کو اعتماد میں لیا جائے گا۔ انہوں نے کہا کہ عوام کے مسائل حل کرنا حکومت کی اولین ترجیح ہے اور اس ضمن میں کسی قسم کی کوتاہی برداشت نہیں کی جائے گی۔ اجلاس میں صوبائی وزراء اور اعلیٰ حکام نے بھی شرکت کی اور مختلف امور پر تفصیلی غور کیا گیا۔ اسلام آباد (مانیٹرنگ ڈیسک) وزیر اعظم نے کہا ہے کہ حکومت ملک میں امن و امان کی صورتحال بہتر بنانے کیلئے تمام وسائل بروئے کار لا رہی ہے اور اس سلسلے میں تمام سیاسی جماعتوں کو اعتماد میں لیا جائے گا۔ انہوں نے کہا کہ عوام کے مسائل حل کرنا حکومت کی اولین ترجیح ہے اور اس ضمن میں کسی قسم کی کوتاہی برداشت نہیں کی جائے گی۔ اجلاس میں صوبائی وزراء اور اعلیٰ حکام نے بھی شرکت کی اور مختلف امور پر تفصیلی غور کیا گیا۔ <box>515 1490 631 2239</box>
column-1 <box>876 62 998 1783</box>
article-heading <box>516 1332 631 1355</box>
article-body: اسلام آباد (مانیٹرنگ ڈیسک) وزیر اعظم نے کہا ہے کہ حکومت ملک میں امن و امان کی صورتحال بہتر بنانے کیلئے تمام وسائل بروئے کار لا رہی ہے اور اس سلسلے میں تمام سیاسی جماعتوں کو اعتماد میں لیا جائے گا۔ انہوں نے کہا کہ عوام کے مسائل حل کرنا حکومت کی اولین ترجیح ہے اور اس ضمن میں کسی قسم کی کوتاہی برداشت نہیں کی جائے گی۔ اجلاس میں صوبائی وزراء اور اعلیٰ حکام نے بھی شرکت کی اور مختلف امور پر تفصیلی غور کیا گیا۔ <box>637 904 752 1033</box>
article-body: اسلام آباد (مانیٹرنگ ڈیسک) وزیر اعظم نے کہا ہے کہ حکومت ملک میں امن و امان کی صورتحال بہتر بنانے کیلئے تمام وسائل بروئے کار لا رہی ہے اور اس سلسلے میں تمام سیاسی جماعتوں کو اعتماد میں لیا جائے گا۔ انہوں نے کہا کہ عوام کے مسائل حل کرنا حکومت کی اولین ترجیح ہے اور اس ضمن میں کسی قسم کی کوتاہی برداشت نہیں کی جائے گی۔ اجلاس میں صوبائی وزراء اور اعلیٰ حکام نے بھی شرکت کی اور مختلف امور پر تفصیلی غور کیا گیا۔ <box>272 874 387 1003</box>
article-number: 28 <box>484 361 508 382</box>
article-body: اسلام آباد (مانیٹرنگ ڈیسک) وزیر اعظم نے کہا ہے کہ حکومت ملک میں امن و امان کی صورتحال بہتر بنانے کیلئے تمام وسائل بروئے کار لا رہی ہے اور اس سلسلے میں تمام سیاسی جماعتوں کو اعتماد میں لیا جائے گا۔ انہوں نے کہا کہ عوام کے مسائل حل کرنا حکومت کی اولین ترجیح ہے اور اس ضمن میں کسی قسم کی کوتاہی برداشت نہیں کی جائے گی۔ اجلاس میں صوبائی وزراء اور اعلیٰ حکام نے بھی شرکت کی اور مختلف امور پر تفصیلی غور کیا گیا۔ <box>272 1198 387 1327</box>
article-heading <box>880 66 995 89</box>
article-title: جعفر منہ سبیل <box>275 203 360 216</box>
article-number: 34 <box>362 523 386 544</box>
article-heading <box>394 198 509 221</box>
column-continuation-text: اسلام آباد (مانیٹرنگ ڈیسک) وزیر اعظم نے کہا ہے کہ حکومت ملک میں امن و امان کی صورتحال بہتر بنانے کیلئے تمام وسائل بروئے کار لا رہی ہے اور اس سلسلے میں تمام سیاسی جماعتوں کو اعتماد میں لیا جائے گا۔ انہوں نے کہا کہ عوام کے مسائل حل کرنا حکومت کی اولین ترجیح ہے اور اس ضمن میں کسی قسم کی کوتاہی برداشت نہیں کی جائے گی۔ اجلاس میں صوبائی وزراء اور اعلیٰ حکام نے بھی شرکت کی اور مختلف امور پر تفصیلی غور کیا گیا۔ <box>515 64 631 193</box>
article-body: اسلام آباد (مانیٹرنگ ڈیسک) وزیر اعظم نے کہا ہے کہ حکومت ملک میں امن و امان کی صورتحال بہتر بنانے کیلئے تمام وسائل بروئے کار لا رہی ہے اور اس سلسلے میں تمام سیاسی جماعتوں کو اعتماد میں لیا جائے گا۔ انہوں نے کہا کہ عوام کے مسائل حل کرنا حکومت کی اولین ترجیح ہے اور اس ضمن میں کسی قسم کی کوتاہی برداشت نہیں کی جائے گی۔ اجلاس میں صوبائی وزراء اور اعلیٰ حکام نے بھی شرکت کی اور مختلف امور پر تفصیلی غور کیا گیا۔ <box>393 226 509 355</box>
article-body: اسلام آباد (مانیٹرنگ ڈیسک) وزیر اعظم نے کہا ہے کہ حکومت ملک میں امن و امان کی صورتحال بہتر بنانے کیلئے تمام وسائل بروئے کار لا رہی ہے اور اس سلسلے میں تمام سیاسی جماعتوں کو اعتماد میں لیا جائے گا۔ انہوں نے کہا کہ عوام کے مسائل حل کرنا حکومت کی اولین ترجیح ہے اور اس ضمن میں کسی قسم کی کوتاہی برداشت نہیں کی جائے گی۔ اجلاس میں صوبائی وزراء اور اعلیٰ حکام نے بھی شرکت کی اور مختلف امور پر تفصیلی غور کیا گیا۔ <box>515 712 631 841</box>
article-number: 17 <box>727 877 751 898</box>
article-heading <box>759 66 874 89</box>
article-body: اسلام آباد (مانیٹرنگ ڈیسک) وزیر اعظم نے کہا ہے کہ حکومت ملک میں امن و امان کی صورتحال بہتر بنانے کیلئے تمام وسائل بروئے کار لا رہی ہے اور اس سلسلے میں تمام سیاسی جماعتوں کو اعتماد میں لیا جائے گا۔ انہوں نے کہا کہ عوام کے مسائل حل کرنا حکومت کی اولین ترجیح ہے اور اس ضمن میں کسی قسم کی کوتاہی برداشت نہیں کی جائے گی۔ اجلاس میں صوبائی وزراء اور اعلیٰ حکام نے بھی شرکت کی اور مختلف امور پر تفصیلی غور کیا گیا۔ <box>637 94 752 223</box>
article-number: 1 <box>970 67 994 88</box>
article-heading <box>394 360 509 383</box>
article-number: 13 <box>727 229 751 250</box>
article-number: 24 <box>605 1009 629 1030</box>
column-6 <box>268 62 390 2077</box>
article-body: اسلام آباد (مانیٹرنگ ڈیسک) وزیر اعظم نے کہا ہے کہ حکومت ملک میں امن و امان کی صورتحال بہتر بنانے کیلئے تمام وسائل بروئے کار لا رہی ہے اور اس سلسلے میں تمام سیاسی جماعتوں کو اعتماد میں لیا جائے گا۔ انہوں نے کہا کہ عوام کے مسائل حل کرنا حکومت کی اولین ترجیح ہے اور اس ضمن میں کسی قسم کی کوتاہی برداشت نہیں کی جائے گی۔ اجلاس میں صوبائی وزراء اور اعلیٰ حکام نے بھی شرکت کی اور مختلف امور پر تفصیلی غور کیا گیا۔ <box>515 1360 631 1489</box>
article-heading <box>394 846 509 869</box>
article-body: اسلام آباد (مانیٹرنگ ڈیسک) وزیر اعظم نے کہا ہے کہ حکومت ملک میں امن و امان کی صورتحال بہتر بنانے کیلئے تمام وسائل بروئے کار لا رہی ہے اور اس سلسلے میں تمام سیاسی جماعتوں کو اعتماد میں لیا جائے گا۔ انہوں نے کہا کہ عوام کے مسائل حل کرنا حکومت کی اولین ترجیح ہے اور اس ضمن میں کسی قسم کی کوتاہی برداشت نہیں کی جائے گی۔ اجلاس میں صوبائی وزراء اور اعلیٰ حکام نے بھی شرکت کی اور مختلف امور پر تفصیلی غور کیا گیا۔ <box>393 388 509 517</box>
article-body: اسلام آباد (مانیٹرنگ ڈیسک) وزیر اعظم نے کہا ہے کہ حکومت ملک میں امن و امان کی صورتحال بہتر بنانے کیلئے تمام وسائل بروئے کار لا رہی ہے اور اس سلسلے میں تمام سیاسی جماعتوں کو اعتماد میں لیا جائے گا۔ انہوں نے کہا کہ عوام کے مسائل حل کرنا حکومت کی اولین ترجیح ہے اور اس ضمن میں کسی قسم کی کوتاہی برداشت نہیں کی جائے گی۔ اجلاس میں صوبائی وزراء اور اعلیٰ حکام نے بھی شرکت کی اور مختلف امور پر تفصیلی غور کیا گیا۔ <box>758 418 874 547</box>
article-heading <box>759 552 874 575</box>
article-number: 18 <box>727 1039 751 1060</box>
column-4 <box>512 62 634 2239</box>
article-title: ونڈ پاور منصوبے <box>274 689 361 702</box>
article-number: 26 <box>605 1333 629 1354</box>
article-body: اسلام آباد (مانیٹرنگ ڈیسک) وزیر اعظم نے کہا ہے کہ حکومت ملک میں امن و امان کی صورتحال بہتر بنانے کیلئے تمام وسائل بروئے کار لا رہی ہے اور اس سلسلے میں تمام سیاسی جماعتوں کو اعتماد میں لیا جائے گا۔ انہوں نے کہا کہ عوام کے مسائل حل کرنا حکومت کی اولین ترجیح ہے اور اس ضمن میں کسی قسم کی کوتاہی برداشت نہیں کی جائے گی۔ اجلاس میں صوبائی وزراء اور اعلیٰ حکام نے بھی شرکت کی اور مختلف امور پر تفصیلی غور کیا گیا۔ <box>637 1066 752 1195</box>
article-number: 36 <box>362 847 386 868</box>
article-number: 30 <box>484 685 508 706</box>
column-2 <box>755 62 877 1665</box>
article-number: 9 <box>848 391 872 412</box>
article-title: نواز زرداری ملاقات <box>55 196 119 223</box>
article-body: اسلام آباد (مانیٹرنگ ڈیسک) وزیر اعظم نے کہا ہے کہ حکومت ملک میں امن و امان کی صورتحال بہتر بنانے کیلئے تمام وسائل بروئے کار لا رہی ہے اور اس سلسلے میں تمام سیاسی جماعتوں کو اعتماد میں لیا جائے گا۔ انہوں نے کہا کہ عوام کے مسائل حل کرنا حکومت کی اولین ترجیح ہے اور اس ضمن میں کسی قسم کی کوتاہی برداشت نہیں کی جائے گی۔ اجلاس میں صوبائی وزراء اور اعلیٰ حکام نے بھی شرکت کی اور مختلف امور پر تفصیلی غور کیا گیا۔ <box>272 712 387 841</box>
article-body: اسلام آباد (مانیٹرنگ ڈیسک) وزیر اعظم نے کہا ہے کہ حکومت ملک میں امن و امان کی صورتحال بہتر بنانے کیلئے تمام وسائل بروئے کار لا رہی ہے اور اس سلسلے میں تمام سیاسی جماعتوں کو اعتماد میں لیا جائے گا۔ انہوں نے کہا کہ عوام کے مسائل حل کرنا حکومت کی اولین ترجیح ہے اور اس ضمن میں کسی قسم کی کوتاہی برداشت نہیں کی جائے گی۔ اجلاس میں صوبائی وزراء اور اعلیٰ حکام نے بھی شرکت کی اور مختلف امور پر تفصیلی غور کیا گیا۔ <box>515 1198 631 1327</box>
article-number: 12 <box>727 67 751 88</box>
article-body: اسلام آباد (مانیٹرنگ ڈیسک) وزیر اعظم نے کہا ہے کہ حکومت ملک میں امن و امان کی صورتحال بہتر بنانے کیلئے تمام وسائل بروئے کار لا رہی ہے اور اس سلسلے میں تمام سیاسی جماعتوں کو اعتماد میں لیا جائے گا۔ انہوں نے کہا کہ عوام کے مسائل حل کرنا حکومت کی اولین ترجیح ہے اور اس ضمن میں کسی قسم کی کوتاہی برداشت نہیں کی جائے گی۔ اجلاس میں صوبائی وزراء اور اعلیٰ حکام نے بھی شرکت کی اور مختلف امور پر تفصیلی غور کیا گیا۔ <box>880 580 995 709</box>
